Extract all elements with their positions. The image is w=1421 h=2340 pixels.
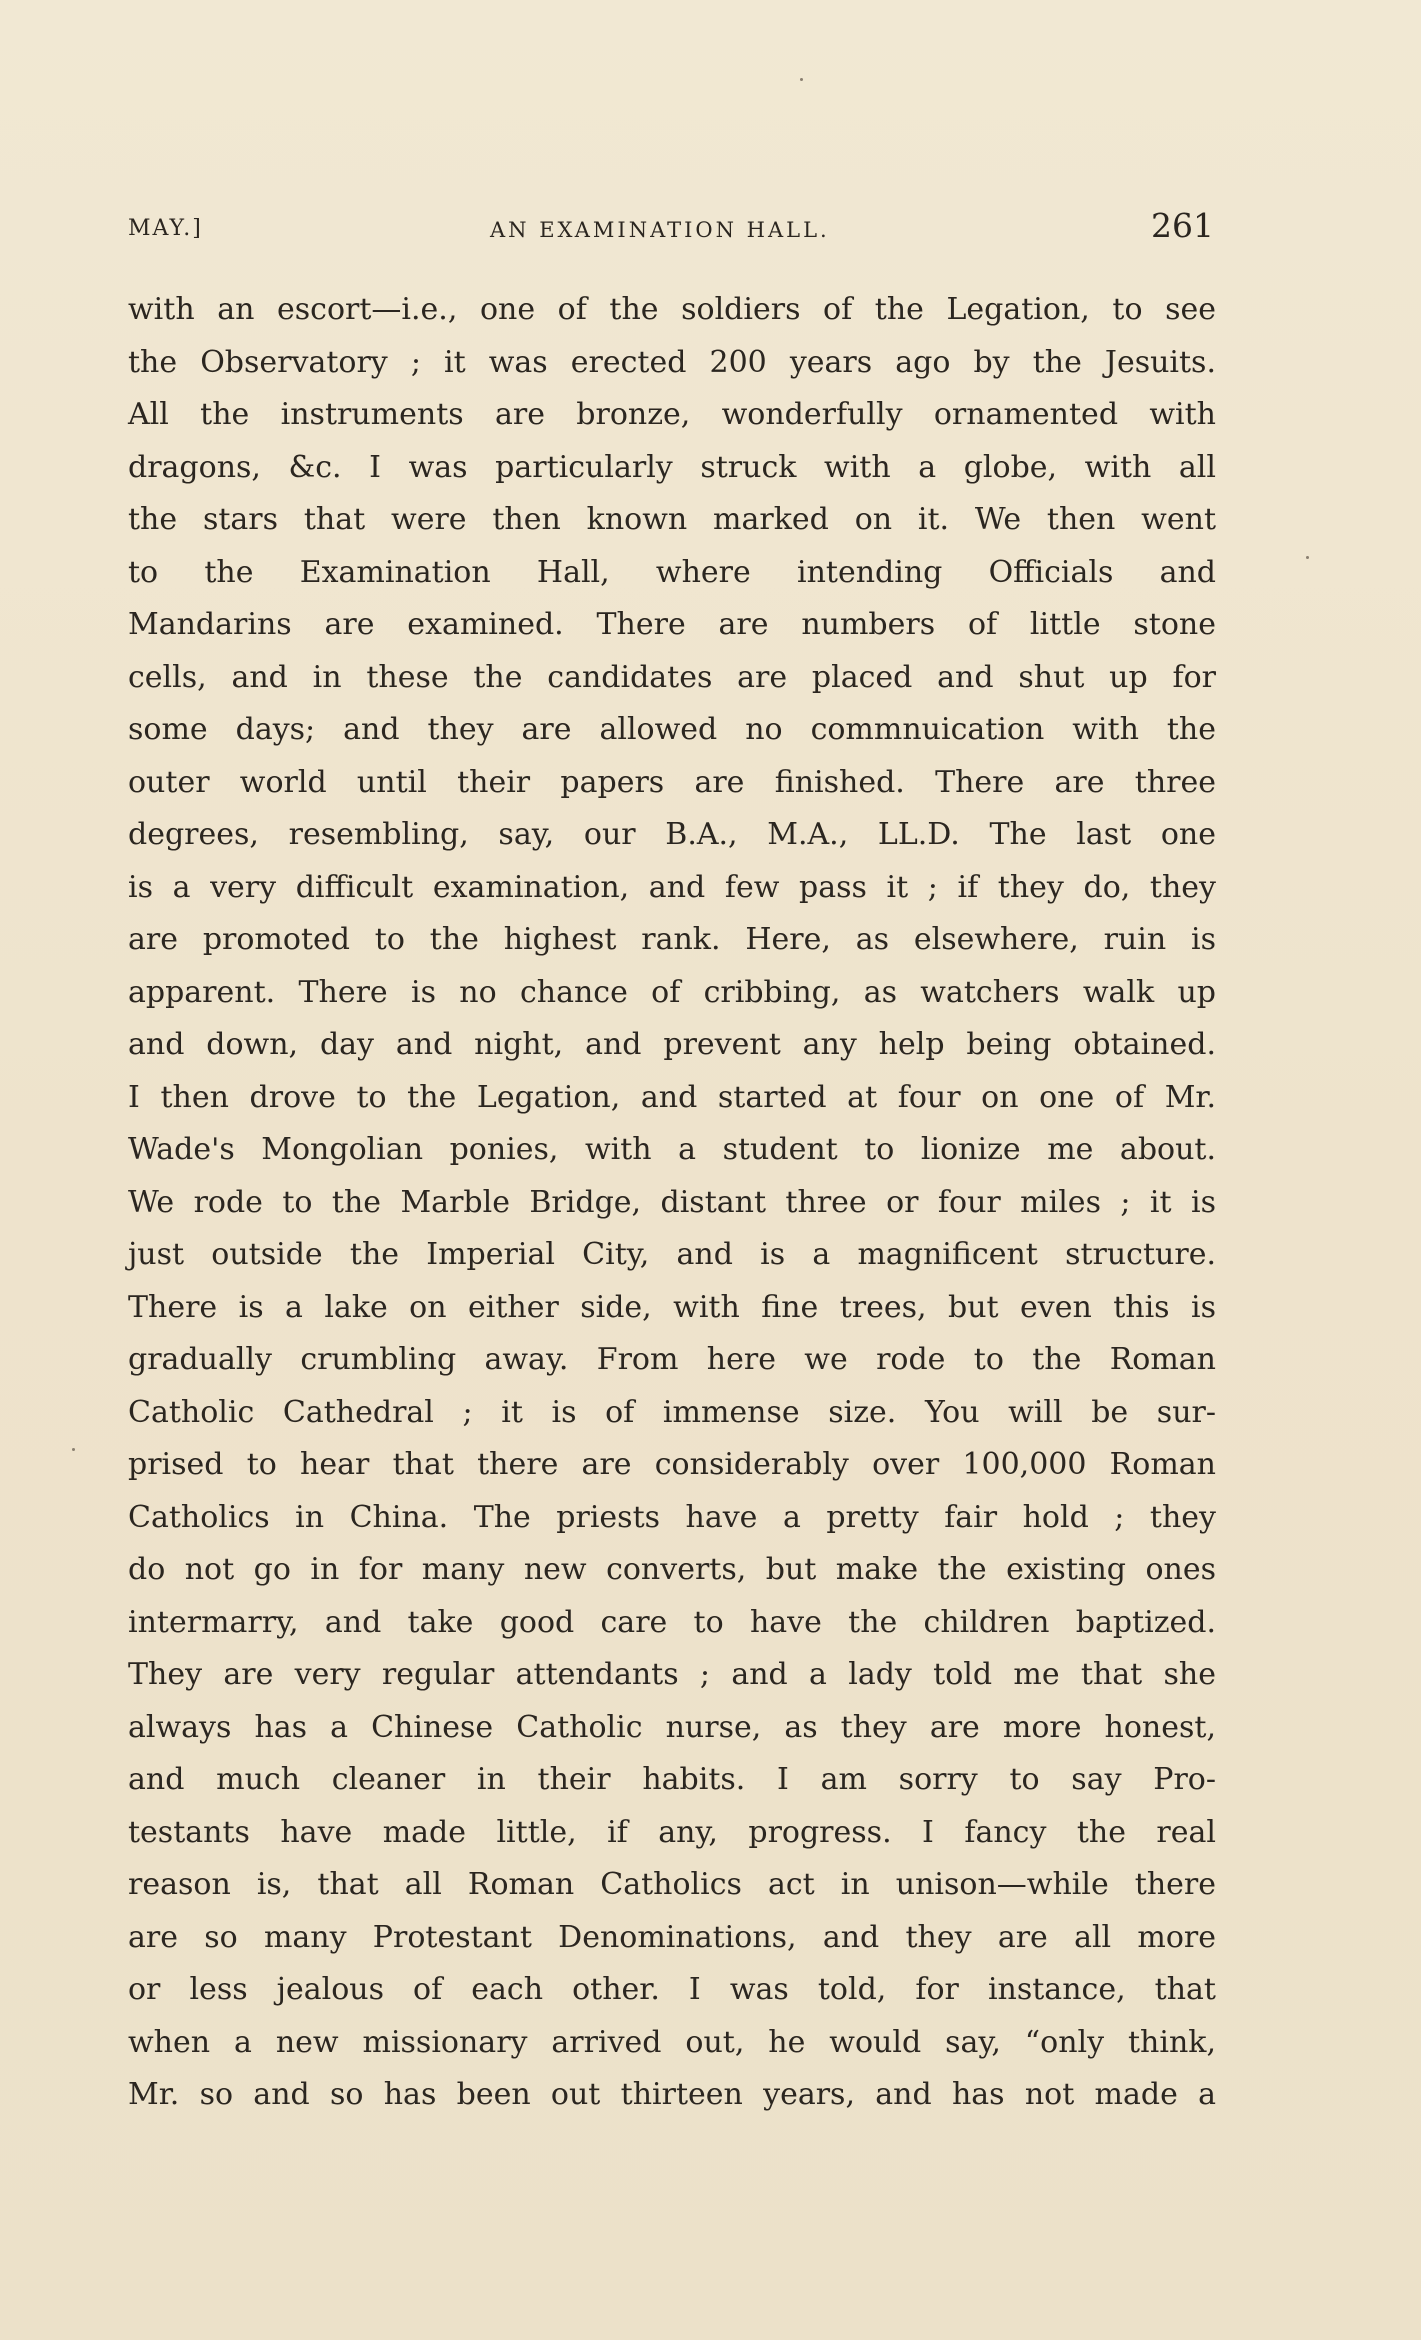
running-head-month: MAY.] [128, 216, 203, 241]
text-line: with an escort—i.e., one of the soldiers of the Legation, to see [128, 292, 1216, 327]
text-line: is a very difficult examination, and few pass it ; if they do, they [128, 869, 1216, 905]
text-line: I then drove to the Legation, and started at four on one of Mr. [128, 1079, 1216, 1115]
text-line: some days; and they are allowed no commnuication with the [128, 712, 1216, 747]
text-line: They are very regular attendants ; and a lady told me that she [128, 1657, 1216, 1692]
text-line: intermarry, and take good care to have the children baptized. [128, 1604, 1216, 1640]
text-line: Mr. so and so has been out thirteen years, and has not made a [128, 2077, 1216, 2112]
text-line: the stars that were then known marked on it. We then went [128, 502, 1216, 537]
paper-speck [72, 1448, 75, 1451]
text-line: There is a lake on either side, with fine trees, but even this is [128, 1289, 1216, 1325]
text-line: gradually crumbling away. From here we rode to the Roman [128, 1342, 1216, 1377]
text-line: and down, day and night, and prevent any help being obtained. [128, 1027, 1216, 1062]
text-line: the Observatory ; it was erected 200 years ago by the Jesuits. [128, 344, 1216, 380]
text-line: always has a Chinese Catholic nurse, as they are more honest, [128, 1709, 1216, 1745]
text-line: outer world until their papers are finished. There are three [128, 764, 1216, 800]
text-line: just outside the Imperial City, and is a magnificent structure. [128, 1237, 1216, 1272]
text-line: dragons, &c. I was particularly struck with a globe, with all [128, 449, 1216, 485]
running-head-title: AN EXAMINATION HALL. [490, 218, 830, 242]
text-line: are so many Protestant Denominations, and they are all more [128, 1919, 1216, 1955]
paper-speck [1306, 556, 1309, 559]
text-line: degrees, resembling, say, our B.A., M.A., LL.D. The last one [128, 817, 1216, 852]
text-line: Mandarins are examined. There are numbers of little stone [128, 607, 1216, 642]
paper-speck [800, 78, 803, 81]
body-text [128, 284, 1216, 2122]
text-line: We rode to the Marble Bridge, distant three or four miles ; it is [128, 1184, 1216, 1220]
running-head [128, 206, 1214, 250]
text-line: Wade's Mongolian ponies, with a student to lionize me about. [128, 1132, 1216, 1167]
text-line: Catholics in China. The priests have a pretty fair hold ; they [128, 1499, 1216, 1535]
text-line: cells, and in these the candidates are placed and shut up for [128, 659, 1216, 695]
text-line: All the instruments are bronze, wonderfully ornamented with [128, 397, 1216, 432]
text-line: do not go in for many new converts, but make the existing ones [128, 1552, 1216, 1587]
text-line: apparent. There is no chance of cribbing, as watchers walk up [128, 974, 1216, 1010]
text-line: and much cleaner in their habits. I am sorry to say Pro- [128, 1762, 1216, 1797]
text-line: Catholic Cathedral ; it is of immense size. You will be sur- [128, 1394, 1216, 1430]
text-line: to the Examination Hall, where intending Officials and [128, 554, 1216, 590]
text-line: reason is, that all Roman Catholics act in unison—while there [128, 1867, 1216, 1902]
text-line: are promoted to the highest rank. Here, as elsewhere, ruin is [128, 922, 1216, 957]
text-line: testants have made little, if any, progress. I fancy the real [128, 1814, 1216, 1850]
text-line: or less jealous of each other. I was told, for instance, that [128, 1972, 1216, 2007]
page-number: 261 [1151, 206, 1214, 245]
text-line: prised to hear that there are considerably over 100,000 Roman [128, 1447, 1216, 1482]
text-line: when a new missionary arrived out, he would say, “only think, [128, 2024, 1216, 2060]
